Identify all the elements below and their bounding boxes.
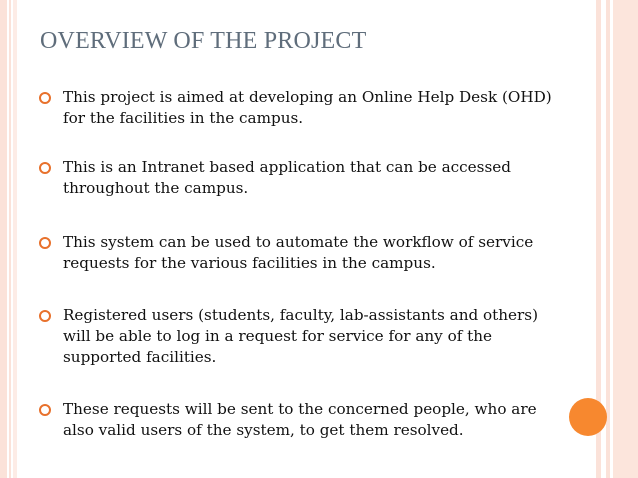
circle-bullet-icon [39, 92, 51, 104]
orange-circle-decoration [569, 398, 607, 436]
circle-bullet-icon [39, 237, 51, 249]
bullet-text: This system can be used to automate the workflow of service requests for the various facilities in the campus. [63, 233, 534, 272]
bullet-text: This is an Intranet based application that can be accessed throughout the campus. [63, 158, 511, 197]
circle-bullet-icon [39, 310, 51, 322]
bullet-text: Registered users (students, faculty, lab-assistants and others) will be able to log in a request for service for any of the supported facilities. [63, 306, 539, 366]
circle-bullet-icon [39, 162, 51, 174]
circle-bullet-icon [39, 404, 51, 416]
slide-title: OVERVIEW OF THE PROJECT [40, 28, 367, 54]
bullet-text: This project is aimed at developing an Online Help Desk (OHD) for the facilities in the campus. [63, 88, 552, 127]
bullet-text: These requests will be sent to the concerned people, who are also valid users of the system, to get them resolved. [63, 400, 537, 439]
